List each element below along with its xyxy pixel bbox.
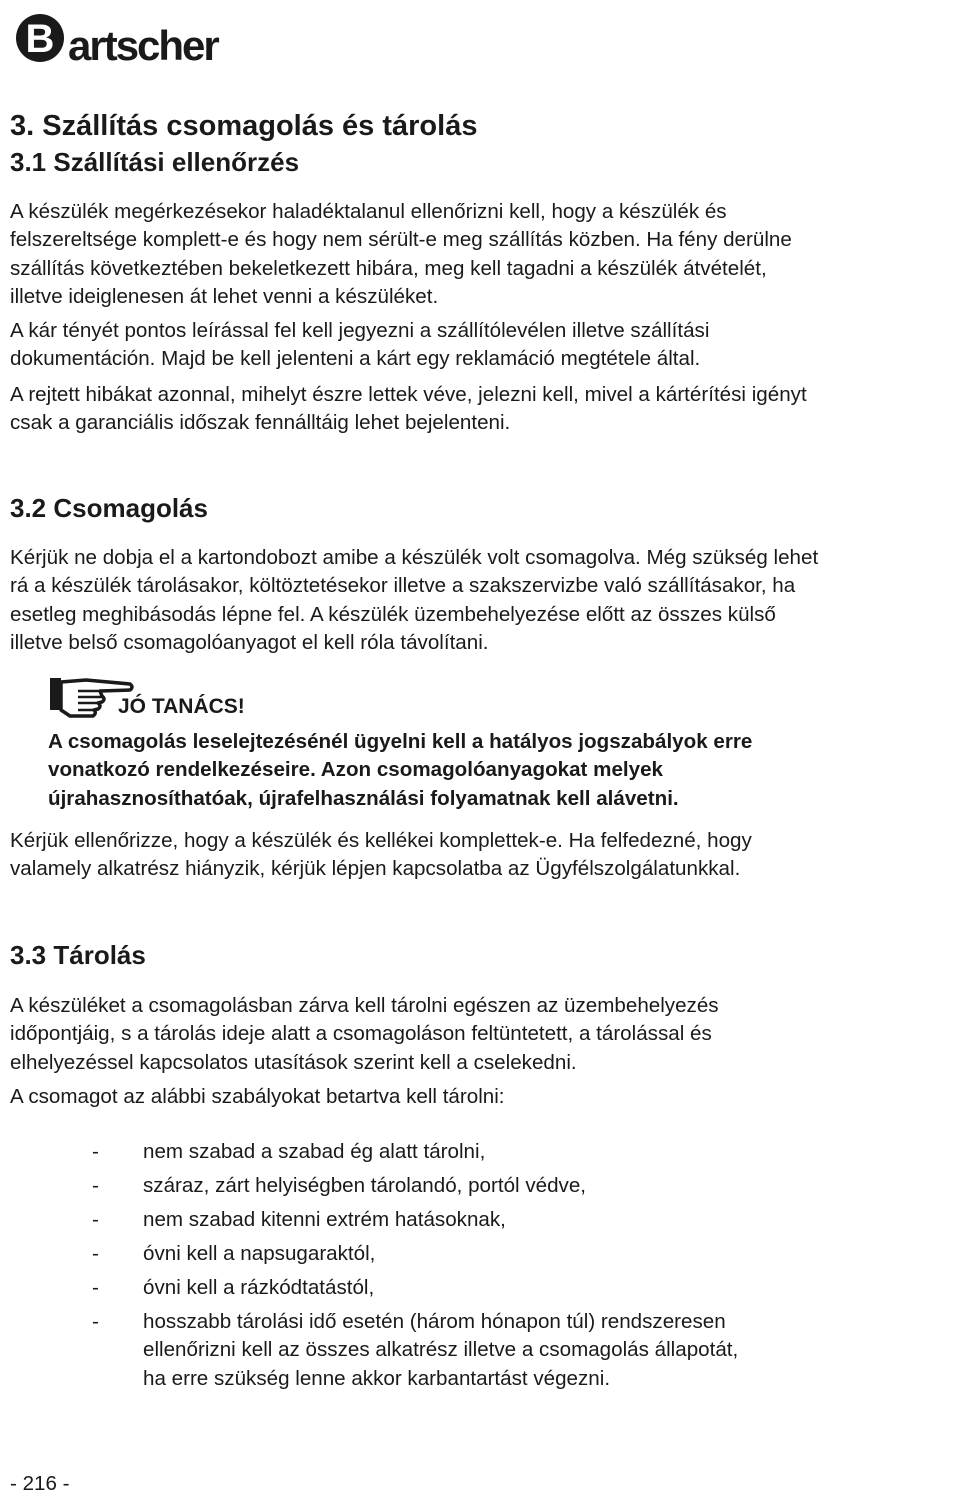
section-3-1-paragraph-2: A kár tényét pontos leírással fel kell jegyezni a szállítólevélen illetve szállítási dokumentáción. Majd be kell jelenteni a kárt egy reklamáció megtétele által.	[10, 319, 710, 371]
tip-title: JÓ TANÁCS!	[118, 695, 245, 718]
list-bullet: -	[92, 1276, 99, 1299]
storage-rules-list	[0, 1138, 960, 1399]
list-bullet: -	[92, 1242, 99, 1265]
list-item: - hosszabb tárolási idő esetén (három hónapon túl) rendszeresen ellenőrizni kell az összes alkatrész illetve a csomagolás állapotát, ha erre szükség lenne akkor karbantartást végezni.	[92, 1310, 739, 1390]
list-bullet: -	[92, 1310, 99, 1333]
list-item: - száraz, zárt helyiségben tárolandó, portól védve,	[0, 1172, 960, 1200]
bartscher-logo	[10, 4, 230, 70]
section-3-3-paragraph-2: A csomagot az alábbi szabályokat betartva kell tárolni:	[10, 1085, 505, 1108]
page-number: - 216 -	[10, 1472, 70, 1495]
section-3-2-title: 3.2 Csomagolás	[10, 493, 208, 523]
list-bullet: -	[92, 1174, 99, 1197]
list-item: - óvni kell a napsugaraktól,	[0, 1240, 960, 1268]
section-3-2-paragraph-2: Kérjük ellenőrizze, hogy a készülék és kellékei komplettek-e. Ha felfedezné, hogy valamely alkatrész hiányzik, kérjük lépjen kapcsolatba az Ügyfélszolgálatunkkal.	[10, 829, 752, 881]
section-3-1-paragraph-3: A rejtett hibákat azonnal, mihelyt észre lettek véve, jelezni kell, mivel a kártérítési igényt csak a garanciális időszak fennálltáig lehet bejelenteni.	[10, 383, 807, 435]
section-3-title: 3. Szállítás csomagolás és tárolás	[10, 110, 478, 142]
svg-text:artscher: artscher	[68, 22, 218, 69]
tip-text: A csomagolás leselejtezésénél ügyelni kell a hatályos jogszabályok erre vonatkozó rendelkezéseire. Azon csomagolóanyagokat melyek újrahasznosíthatóak, újrafelhasználási folyamatnak kell alávetni.	[48, 730, 753, 810]
list-bullet: -	[92, 1140, 99, 1163]
section-3-2-paragraph-1: Kérjük ne dobja el a kartondobozt amibe a készülék volt csomagolva. Még szükség lehet rá a készülék tárolásakor, költöztetésekor illetve a szakszervizbe való szállításakor, ha esetleg meghibásodás lépne fel. A készülék üzembehelyezése előtt az összes külső illetve belső csomagolóanyagot el kell róla távolítani.	[10, 546, 819, 655]
svg-text:B: B	[25, 17, 55, 61]
list-item: - óvni kell a rázkódtatástól,	[0, 1274, 960, 1302]
section-3-1-title: 3.1 Szállítási ellenőrzés	[10, 147, 300, 177]
section-3-3-title: 3.3 Tárolás	[10, 940, 146, 970]
list-bullet: -	[92, 1208, 99, 1231]
list-item: - nem szabad a szabad ég alatt tárolni,	[0, 1138, 960, 1166]
section-3-3-paragraph-1: A készüléket a csomagolásban zárva kell tárolni egészen az üzembehelyezés időpontjáig, s a tárolás ideje alatt a csomagoláson feltüntetett, a tárolással és elhelyezéssel kapcsolatos utasítások szerint kell a cselekedni.	[10, 994, 719, 1074]
list-item: - nem szabad kitenni extrém hatásoknak,	[0, 1206, 960, 1234]
section-3-1-paragraph-1: A készülék megérkezésekor haladéktalanul ellenőrizni kell, hogy a készülék és felszereltsége komplett-e és hogy nem sérült-e meg szállítás közben. Ha fény derülne szállítás következtében bekeletkezett hibára, meg kell tagadni a készülék átvételét, illetve ideiglenesen át lehet venni a készüléket.	[10, 200, 792, 309]
